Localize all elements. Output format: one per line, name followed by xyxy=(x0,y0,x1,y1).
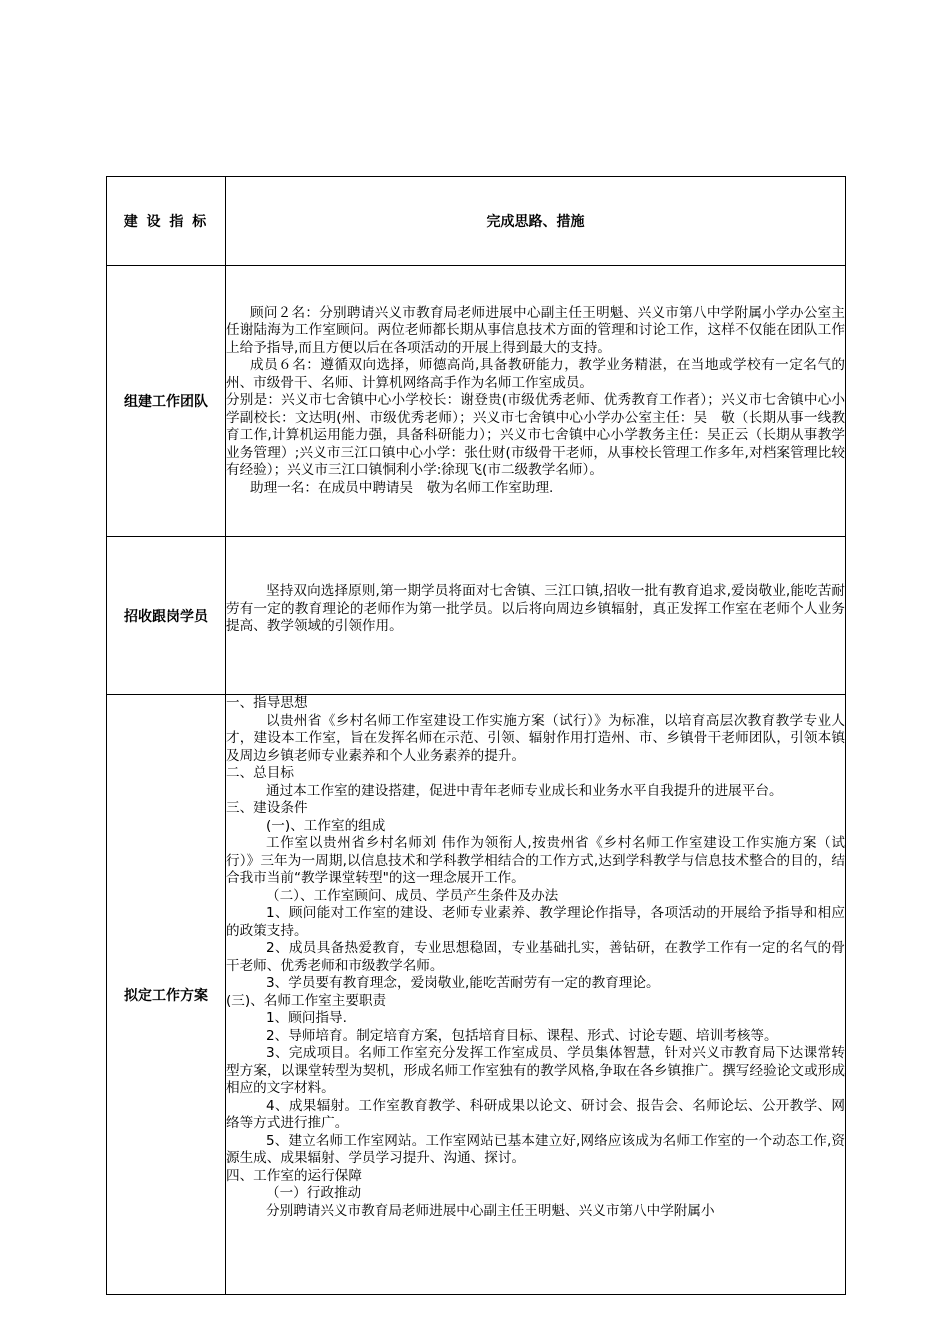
team-members-list-paragraph: 分别是：兴义市七舍镇中心小学校长：谢登贵(市级优秀老师、优秀教育工作者）；兴义市七舍镇中心小学副校长：文达明(州、市级优秀老师）；兴义市七舍镇中心小学办公室主任：吴 敬（长期从事一线教育工作,计算机运用能力强，具备科研能力）；兴义市七舍镇中心小学教务主任：吴正云（长期从事教学业务管理）;兴义市三江口镇中心小学：张仕财(市级骨干老师，从事校长管理工作多年,对档案管理比较有经验）；兴义市三江口镇恫利小学:徐现飞(市二级教学名师）。 xyxy=(226,392,845,479)
recruit-label: 招收跟岗学员 xyxy=(107,537,226,695)
plan-admin-text: 分别聘请兴义市教育局老师进展中心副主任王明魁、兴义市第八中学附属小 xyxy=(266,1202,715,1219)
plan-goal-text: 通过本工作室的建设搭建，促进中青年老师专业成长和业务水平自我提升的进展平台。 xyxy=(266,782,783,799)
plan-goal-title: 二、总目标 xyxy=(226,765,294,781)
recruit-paragraph: 坚持双向选择原则,第一期学员将面对七舍镇、三江口镇,招收一批有教育追求,爱岗敬业,能吃苦耐劳有一定的教育理论的老师作为第一批学员。以后将向周边乡镇辐射，真正发挥工作室在老师个人业务提高、教学领域的引领作用。 xyxy=(226,583,845,634)
plan-selection-item: 1、顾问能对工作室的建设、老师专业素养、教学理论作指导，各项活动的开展给予指导和相应的政策支持。 xyxy=(226,905,845,939)
plan-guiding-title: 一、指导思想 xyxy=(226,695,308,711)
plan-admin-title: （一）行政推动 xyxy=(266,1185,362,1201)
plan-duty-item: 3、完成项目。名师工作室充分发挥工作室成员、学员集体智慧，针对兴义市教育局下达课常转型方案，以课堂转型为契机，形成名师工作室独有的教学风格,争取在各乡镇推广。撰写经验论文或形成相应的文字材料。 xyxy=(226,1045,845,1096)
plan-composition-text: 工作室以贵州省乡村名师刘 伟作为领衔人,按贵州省《乡村名师工作室建设工作实施方案（试行）》三年为一周期,以信息技术和学科教学相结合的工作方式,达到学科教学与信息技术整合的目的，结合我市当前“教学课堂转型"的这一理念展开工作。 xyxy=(226,835,845,886)
team-row xyxy=(107,266,846,537)
plan-guarantee-title: 四、工作室的运行保障 xyxy=(226,1167,362,1184)
plan-selection-title: （二）、工作室顾问、成员、学员产生条件及办法 xyxy=(266,887,559,904)
team-members-paragraph: 成员６名：遵循双向选择，师德高尚,具备教研能力，教学业务精湛，在当地或学校有一定名气的州、市级骨干、名师、计算机网络高手作为名师工作室成员。 xyxy=(226,357,845,391)
plan-duties-title: (三)、名师工作室主要职责 xyxy=(226,992,387,1009)
team-advisors-paragraph: 顾问２名：分别聘请兴义市教育局老师进展中心副主任王明魁、兴义市第八中学附属小学办公室主任谢陆海为工作室顾问。两位老师都长期从事信息技术方面的管理和讨论工作，这样不仅能在团队工作上给予指导,而且方便以后在各项活动的开展上得到最大的支持。 xyxy=(226,304,845,356)
recruit-content xyxy=(226,537,846,695)
plan-selection-item: 2、成员具备热爱教育，专业思想稳固，专业基础扎实，善钻研，在教学工作有一定的名气的骨干老师、优秀老师和市级教学名师。 xyxy=(226,940,845,974)
plan-duty-item: 1、顾问指导. xyxy=(266,1010,347,1026)
plan-duty-item: 2、导师培育。制定培育方案，包括培育目标、课程、形式、讨论专题、培训考核等。 xyxy=(266,1027,778,1044)
plan-content xyxy=(226,695,846,1295)
team-label: 组建工作团队 xyxy=(107,266,226,537)
plan-row xyxy=(107,695,846,1295)
header-measures-cell: 完成思路、措施 xyxy=(226,177,846,266)
header-indicator-cell: 建 设 指 标 xyxy=(107,177,226,266)
work-plan-table xyxy=(106,176,846,1295)
plan-duty-item: 5、建立名师工作室网站。工作室网站已基本建立好,网络应该成为名师工作室的一个动态工作,资源生成、成果辐射、学员学习提升、沟通、探讨。 xyxy=(226,1132,845,1166)
plan-composition-title: (一)、工作室的组成 xyxy=(266,817,386,834)
plan-duty-item: 4、成果辐射。工作室教育教学、科研成果以论文、研讨会、报告会、名师论坛、公开教学、网络等方式进行推广。 xyxy=(226,1097,845,1131)
plan-guiding-text: 以贵州省《乡村名师工作室建设工作实施方案（试行）》为标准，以培育高层次教育教学专业人才，建设本工作室，旨在发挥名师在示范、引领、辐射作用打造州、市、乡镇骨干老师团队，引领本镇及周边乡镇老师专业素养和个人业务素养的提升。 xyxy=(226,712,845,764)
plan-conditions-title: 三、建设条件 xyxy=(226,800,308,816)
plan-label: 拟定工作方案 xyxy=(107,695,226,1295)
header-row xyxy=(107,177,846,266)
team-content xyxy=(226,266,846,537)
team-assistant-paragraph: 助理一名：在成员中聘请吴 敬为名师工作室助理. xyxy=(250,479,554,496)
recruit-row xyxy=(107,537,846,695)
plan-selection-item: 3、学员要有教育理念，爱岗敬业,能吃苦耐劳有一定的教育理论。 xyxy=(266,975,660,991)
